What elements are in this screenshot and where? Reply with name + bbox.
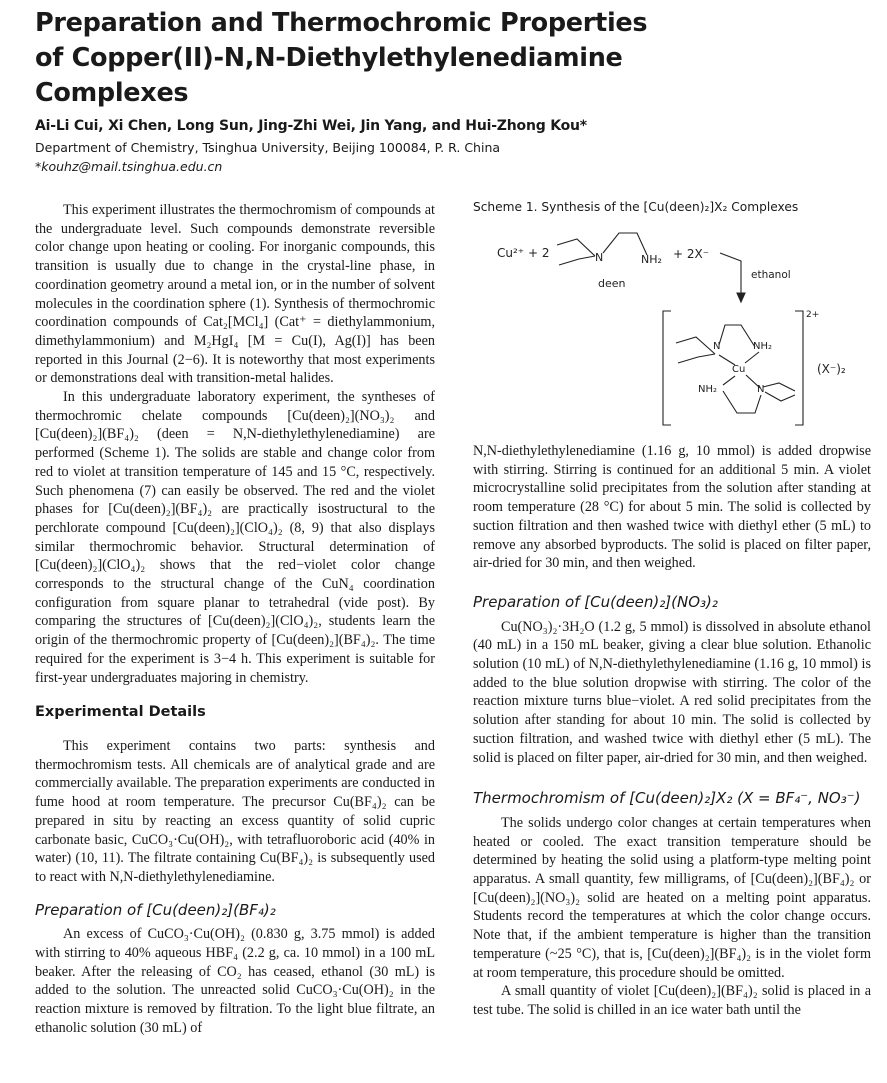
subsection-heading-no3: Preparation of [Cu(deen)₂](NO₃)₂	[473, 592, 718, 611]
complex-bracket-left	[663, 311, 671, 425]
subsection-heading-thermochromism: Thermochromism of [Cu(deen)₂]X₂ (X = BF₄⁻, NO₃⁻)	[473, 789, 861, 808]
corresponding-email[interactable]: *kouhz@mail.tsinghua.edu.cn	[35, 159, 223, 174]
synthesis-scheme	[473, 215, 873, 445]
bf4-continuation-paragraph: N,N-diethylethylenediamine (1.16 g, 10 mmol) is added dropwise with stirring. Stirring is continued for an additional 5 min. A violet microcrystalline solid precipitates from the solution after standing at room temperature (28 °C) for about 5 min. The solid is collected by suction filtration and then washed twice with diethyl ether (5 mL) to remove any absorbed byproducts. The solid is placed on filter paper, air-dried for 30 min, and then weighed.	[473, 443, 871, 572]
copper-center-label: Cu	[732, 364, 746, 375]
complex-bracket-right	[795, 311, 803, 425]
left-column	[35, 201, 435, 1038]
deen-ethyl-lower	[559, 256, 595, 265]
experimental-paragraph: This experiment contains two parts: synthesis and thermochromism tests. All chemicals are of analytical grade and are commercially available. The preparation experiments are conducted in fume hood at room temperature. The precursor Cu(BF₄)₂ can be prepared in situ by reacting an excess quantity of solid cupric carbonate basic, CuCO₃·Cu(OH)₂, with tetrafluoroboric acid (40% in water) (10, 11). The filtrate containing Cu(BF₄)₂ is subsequently used to react with N,N-diethylethylenediamine.	[35, 737, 435, 885]
intro-paragraph-2: In this undergraduate laboratory experiment, the syntheses of thermochromic chelate compounds [Cu(deen)₂](NO₃)₂ and [Cu(deen)₂](BF₄)₂ (deen = N,N-diethylethylenediamine) are performed (Scheme 1). The solids are stable and change color from red to violet at transition temperature of 145 and 15 °C, respectively. Such phenomena (7) can easily be observed. The red and the violet phases for [Cu(deen)₂](BF₄)₂ are practically isostructural to the perchlorate compound [Cu(deen)₂](ClO₄)₂ (8, 9) that also displays similar thermochromic behavior. Structural determination of [Cu(deen)₂](ClO₄)₂ shows that the red−violet color change corresponds to the structural change of the CuN₄ coordination configuration from square planar to tetrahedral (vide post). By comparing the structures of [Cu(deen)₂](ClO₄)₂, students learn the origin of the thermochromic property of [Cu(deen)₂](BF₄)₂. The time required for the experiment is 3−4 h. This experiment is suitable for first-year undergraduates majoring in chemistry.	[35, 389, 435, 686]
no3-preparation-paragraph: Cu(NO₃)₂·3H₂O (1.2 g, 5 mmol) is dissolved in absolute ethanol (40 mL) in a 150 mL beaker, giving a clear blue solution. Ethanolic solution (10 mL) of N,N-diethylethylenediamine (1.16 g, 10 mmol) is added to the blue solution dropwise with stirring. The color of the reaction mixture turns blue−violet. A red solid precipitates from the solution after standing for about 10 min. The solid is collected by suction filtration, and washed twice with diethyl ether (5 mL). The solid is placed on filter paper, air-dried for 30 min, and then weighed.	[473, 618, 871, 766]
bf4-preparation-paragraph: An excess of CuCO₃·Cu(OH)₂ (0.830 g, 3.75 mmol) is added with stirring to 40% aqueous HBF₄ (2.2 g, ca. 10 mmol) in a 100 mL beaker. After the releasing of CO₂ has ceased, ethanol (30 mL) is added to the solution. The unreacted solid CuCO₃·Cu(OH)₂ in the reaction mixture is removed by filtration. To the light blue filtrate, an ethanolic solution (30 mL) of	[35, 926, 435, 1036]
article-title: Preparation and Thermochromic Properties of Copper(II)-N,N-Diethylethylenediamine Complexes	[35, 8, 648, 108]
scheme-caption: Scheme 1. Synthesis of the [Cu(deen)₂]X₂ Complexes	[473, 200, 799, 214]
deen-label: deen	[598, 277, 626, 290]
deen-backbone	[603, 233, 647, 255]
intro-paragraph-1: This experiment illustrates the thermochromism of compounds at the undergraduate level. Such compounds demonstrate reversible color change upon heating or cooling. For inorganic compounds, this transition is usually due to change in the crystal-line phase, in coordination geometry around a metal ion, or in the number of solvent molecules in the coordination sphere (1). Synthesis of thermochromic coordination compounds of Cat₂[MCl₄] (Cat⁺ = diethylammonium, dimethylammonium) and M₂HgI₄ [M = Cu(I), Ag(I)] has been reported in this Journal (2−6). It is noteworthy that most experiments or demonstrations deal with transition-metal halides.	[35, 202, 435, 387]
reaction-arrow-icon	[737, 293, 745, 302]
cu-ion-label: Cu²⁺ + 2	[497, 246, 550, 260]
section-heading-experimental: Experimental Details	[35, 704, 206, 721]
author-list: Ai-Li Cui, Xi Chen, Long Sun, Jing-Zhi Wei, Jin Yang, and Hui-Zhong Kou*	[35, 118, 587, 134]
charge-label: 2+	[806, 310, 820, 320]
complex-n-lower: N	[757, 384, 765, 395]
complex-nh2-upper: NH₂	[753, 341, 773, 352]
reaction-connector	[720, 253, 741, 295]
affiliation: Department of Chemistry, Tsinghua University, Beijing 100084, P. R. China	[35, 140, 501, 155]
complex-nh2-lower: NH₂	[698, 384, 718, 395]
deen-nh2-label: NH₂	[641, 253, 662, 266]
deen-ethyl-upper	[557, 239, 595, 256]
counterion-label: (X⁻)₂	[817, 362, 846, 376]
thermochromism-paragraph-1: The solids undergo color changes at certain temperatures when heated or cooled. The exact transition temperature should be determined by heating the solid using a platform-type melting point apparatus. A small quantity, few milligrams, of [Cu(deen)₂](BF₄)₂ or [Cu(deen)₂](NO₃)₂ solid are heated on a melting point apparatus. Students record the temperatures at which the color change occurs. Note that, if the ambient temperature is higher than the transition temperature (~25 °C), that is, [Cu(deen)₂](BF₄)₂ is in the violet form at room temperature, this procedure should be omitted.	[473, 814, 871, 981]
subsection-heading-bf4: Preparation of [Cu(deen)₂](BF₄)₂	[35, 900, 276, 919]
thermochromism-paragraph-2: A small quantity of violet [Cu(deen)₂](BF₄)₂ solid is placed in a test tube. The solid is chilled in an ice water bath until the	[473, 983, 871, 1018]
ethanol-label: ethanol	[751, 269, 791, 281]
right-column	[473, 442, 871, 1020]
anion-label: + 2X⁻	[673, 247, 710, 261]
deen-n-label: N	[595, 251, 604, 264]
complex-n-upper: N	[713, 341, 721, 352]
